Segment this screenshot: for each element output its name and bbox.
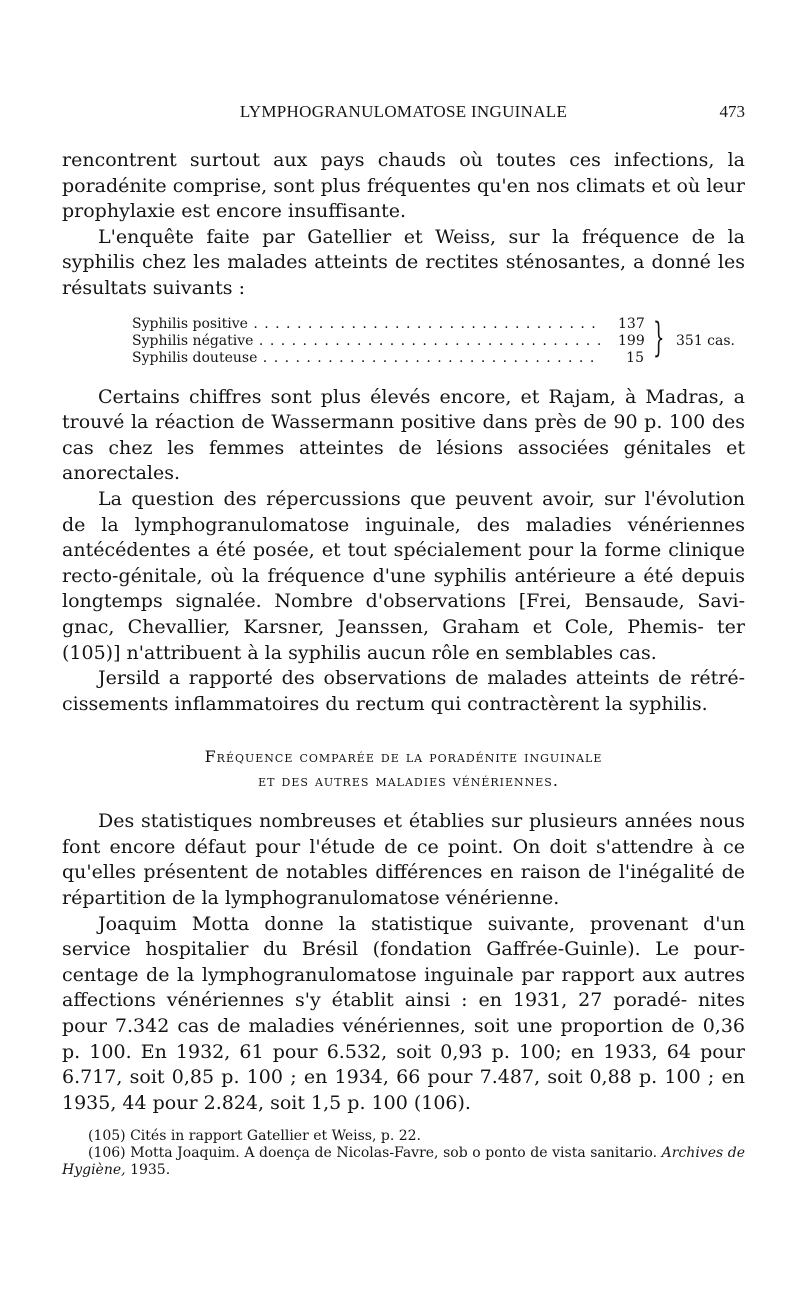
footnote-106-year: 1935. <box>130 1162 171 1179</box>
document-page <box>62 96 745 1179</box>
right-brace-icon: } <box>653 314 665 361</box>
paragraph-statistiques: Des statistiques nombreuses et établies sur plusieurs années nous font encore défaut pour l'étude de ce point. On doit s'attendre à ce qu'elles présentent de notables différences en raison de l'inégalité de répartition de la lymphogranulomatose vénérienne. <box>62 810 745 910</box>
running-title: LYMPHOGRANULOMATOSE INGUINALE <box>239 102 568 121</box>
stat-label: Syphilis positive . . . <box>132 316 602 333</box>
section-heading-line1: Fréquence comparée de la poradénite inguinale <box>204 747 603 767</box>
section-heading <box>62 745 745 793</box>
stat-value: 137 <box>618 315 645 332</box>
running-header <box>62 96 745 132</box>
footnote-106-journal: Archives de Hygiène, <box>62 1145 746 1179</box>
stat-row-negative <box>132 333 692 350</box>
paragraph-repercussions: La question des répercussions que peuvent avoir, sur l'évolution de la lymphogranulomatose inguinale, des maladies vénériennes antécédentes a été posée, et tout spécialement pour la forme clinique recto-génitale, où la fréquence d'une syphilis antérieure a été depuis longtemps signalée. Nombre d'observations [Frei, Bensaude, Savi- gnac, Chevallier, Karsner, Jeanssen, Graham et Cole, Phemis- ter (105)] n'attribuent à la syphilis aucun rôle en semblables cas. <box>62 487 745 664</box>
paragraph-continuation: rencontrent surtout aux pays chauds où toutes ces infections, la poradénite comprise, sont plus fréquentes qu'en nos climats et où leur prophylaxie est encore insuffisante. <box>62 149 745 223</box>
paragraph-jersild: Jersild a rapporté des observations de malades atteints de rétré- cissements inflammatoires du rectum qui contractèrent la syphilis. <box>62 667 745 715</box>
stat-row-positive <box>132 316 692 333</box>
stat-row-doubtful <box>132 350 692 367</box>
stat-label: Syphilis négative . . . <box>132 333 602 350</box>
stat-value: 199 <box>618 332 645 349</box>
footnotes <box>62 1128 745 1179</box>
paragraph-enquete: L'enquête faite par Gatellier et Weiss, sur la fréquence de la syphilis chez les malades atteints de rectites sténosantes, a donné les résultats suivants : <box>62 225 745 299</box>
syphilis-stats-table <box>132 314 735 367</box>
page-number: 473 <box>719 102 745 121</box>
footnote-105: (105) Cités in rapport Gatellier et Weiss, p. 22. <box>88 1128 422 1145</box>
footnote-106-text: (106) Motta Joaquim. A doença de Nicolas-Favre, sob o ponto de vista sanitario. <box>88 1145 658 1162</box>
paragraph-motta: Joaquim Motta donne la statistique suivante, provenant d'un service hospitalier du Brésil (fondation Gaffrée-Guinle). Le pour- centage de la lymphogranulomatose inguinale par rapport aux autres affections vénériennes s'y établit ainsi : en 1931, 27 poradé- nites pour 7.342 cas de maladies vénériennes, soit une proportion de 0,36 p. 100. En 1932, 61 pour 6.532, soit 0,93 p. 100; en 1933, 64 pour 6.717, soit 0,85 p. 100 ; en 1934, 66 pour 7.487, soit 0,88 p. 100 ; en 1935, 44 pour 2.824, soit 1,5 p. 100 (106). <box>62 912 745 1114</box>
section-heading-line2: et des autres maladies vénériennes. <box>258 771 559 791</box>
paragraph-rajam: Certains chiffres sont plus élevés encore, et Rajam, à Madras, a trouvé la réaction de Wassermann positive dans près de 90 p. 100 des cas chez les femmes atteintes de lésions associées génitales et anorectales. <box>62 385 745 485</box>
footnote-106 <box>62 1145 745 1179</box>
stat-label: Syphilis douteuse . . . <box>132 350 602 367</box>
stat-total: 351 cas. <box>676 332 735 349</box>
stat-value: 15 <box>618 350 644 367</box>
